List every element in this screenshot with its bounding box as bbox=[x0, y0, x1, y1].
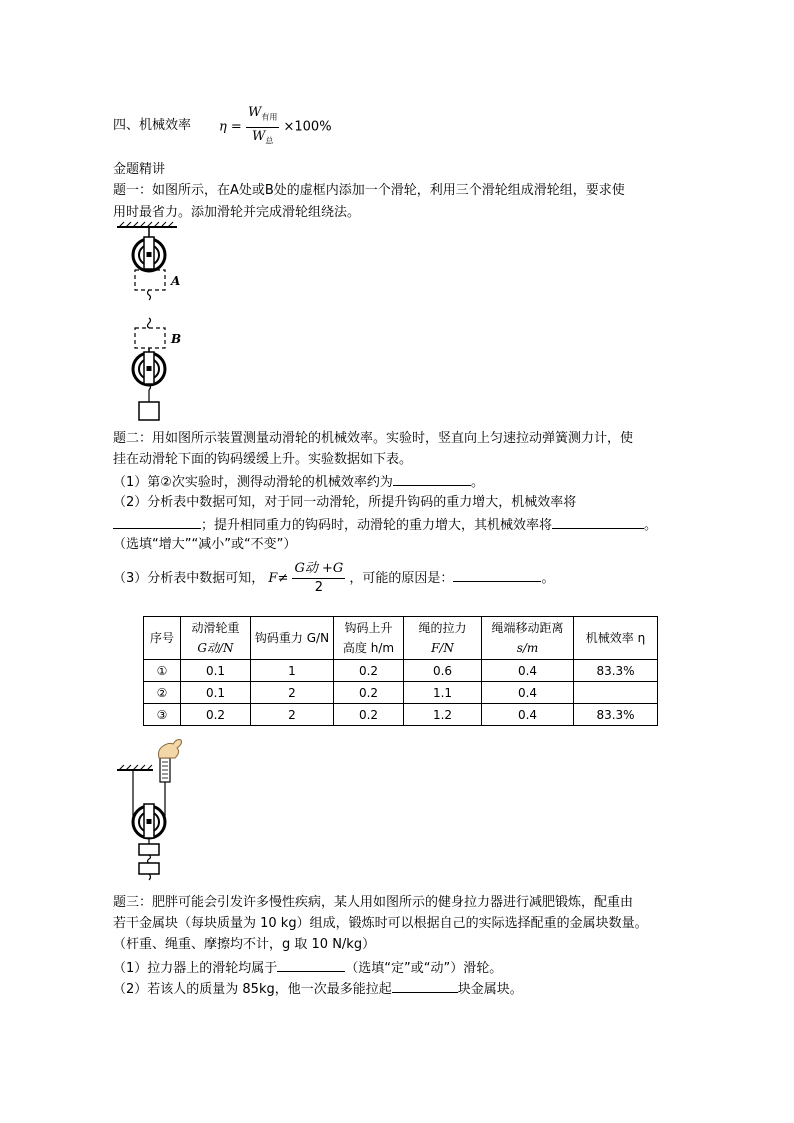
answer-blank-block-count[interactable] bbox=[392, 978, 458, 993]
q1-line2: 用时最省力。添加滑轮并完成滑轮组绕法。 bbox=[113, 205, 361, 220]
q2-sub2-line1: （2）分析表中数据可知，对于同一动滑轮，所提升钩码的重力增大，机械效率将 bbox=[113, 495, 577, 510]
table-row: ① 0.1 1 0.2 0.6 0.4 83.3% bbox=[144, 660, 658, 682]
q1-bottom-pulley-figure bbox=[113, 316, 193, 428]
answer-blank-efficiency[interactable] bbox=[393, 471, 471, 486]
q2-line1: 题二：用如图所示装置测量动滑轮的机械效率。实验时，竖直向上匀速拉动弹簧测力计，使 bbox=[113, 431, 634, 446]
formula-lhs: η = bbox=[219, 119, 242, 135]
table-row: ② 0.1 2 0.2 1.1 0.4 bbox=[144, 682, 658, 704]
answer-blank-pulley-type[interactable] bbox=[277, 957, 345, 972]
formula-tail: ×100% bbox=[283, 119, 332, 135]
q2-sub2-line2: ；提升相同重力的钩码时，动滑轮的重力增大，其机械效率将 。 bbox=[113, 514, 657, 536]
table-header: 钩码重力 G/N bbox=[251, 617, 334, 660]
table-header: 绳端移动距离 s/m bbox=[482, 617, 574, 660]
answer-cell-efficiency[interactable] bbox=[574, 682, 658, 704]
answer-blank-trend-1[interactable] bbox=[113, 514, 201, 529]
table-header: 绳的拉力 F/N bbox=[404, 617, 482, 660]
section-title: 四、机械效率 bbox=[113, 118, 192, 133]
table-header-row bbox=[144, 617, 658, 660]
q3-line1: 题三：肥胖可能会引发许多慢性疾病，某人用如图所示的健身拉力器进行减肥锻炼，配重由 bbox=[113, 895, 634, 910]
table-header: 机械效率 η bbox=[574, 617, 658, 660]
answer-blank-reason[interactable] bbox=[453, 567, 541, 582]
q2-line2: 挂在动滑轮下面的钩码缓缓上升。实验数据如下表。 bbox=[113, 452, 413, 467]
formula-fraction: $\frac{W_{有用}}{W_总}$ bbox=[247, 105, 278, 146]
answer-blank-trend-2[interactable] bbox=[552, 514, 644, 529]
table-header: 动滑轮重 G动/N bbox=[181, 617, 251, 660]
efficiency-formula bbox=[219, 104, 332, 150]
q3-line3: （杆重、绳重、摩擦均不计，g 取 10 N/kg） bbox=[113, 937, 376, 952]
q2-sub1: （1）第②次实验时，测得动滑轮的机械效率约为 。 bbox=[113, 471, 484, 493]
q1-top-pulley-figure bbox=[113, 222, 193, 302]
table-header: 序号 bbox=[144, 617, 181, 660]
experiment-table bbox=[143, 616, 658, 726]
table-header: 钩码上升 高度 h/m bbox=[334, 617, 404, 660]
q3-sub2: （2）若该人的质量为 85kg，他一次最多能拉起 块金属块。 bbox=[113, 978, 523, 1000]
q1-label-a: A bbox=[171, 274, 181, 288]
q2-sub2-line3: （选填“增大”“减小”或“不变”） bbox=[113, 537, 297, 552]
q1-label-b: B bbox=[171, 332, 182, 346]
q1-line1: 题一：如图所示，在A处或B处的虚框内添加一个滑轮，利用三个滑轮组成滑轮组，要求使 bbox=[113, 183, 625, 198]
q3-sub1: （1）拉力器上的滑轮均属于 （选填“定”或“动”）滑轮。 bbox=[113, 957, 502, 979]
heading: 金题精讲 bbox=[113, 162, 166, 177]
q3-line2: 若干金属块（每块质量为 10 kg）组成，锻炼时可以根据自己的实际选择配重的金属块数量。 bbox=[113, 916, 648, 931]
table-row: ③ 0.2 2 0.2 1.2 0.4 83.3% bbox=[144, 704, 658, 726]
q2-apparatus-figure bbox=[113, 738, 203, 884]
q2-sub3: （3）分析表中数据可知， F≠ $\frac{\text{G动 +G}}{2}$ ，可能的原因是： 。 bbox=[113, 561, 555, 595]
force-fraction: $\frac{\text{G动 +G}}{2}$ bbox=[294, 561, 344, 595]
